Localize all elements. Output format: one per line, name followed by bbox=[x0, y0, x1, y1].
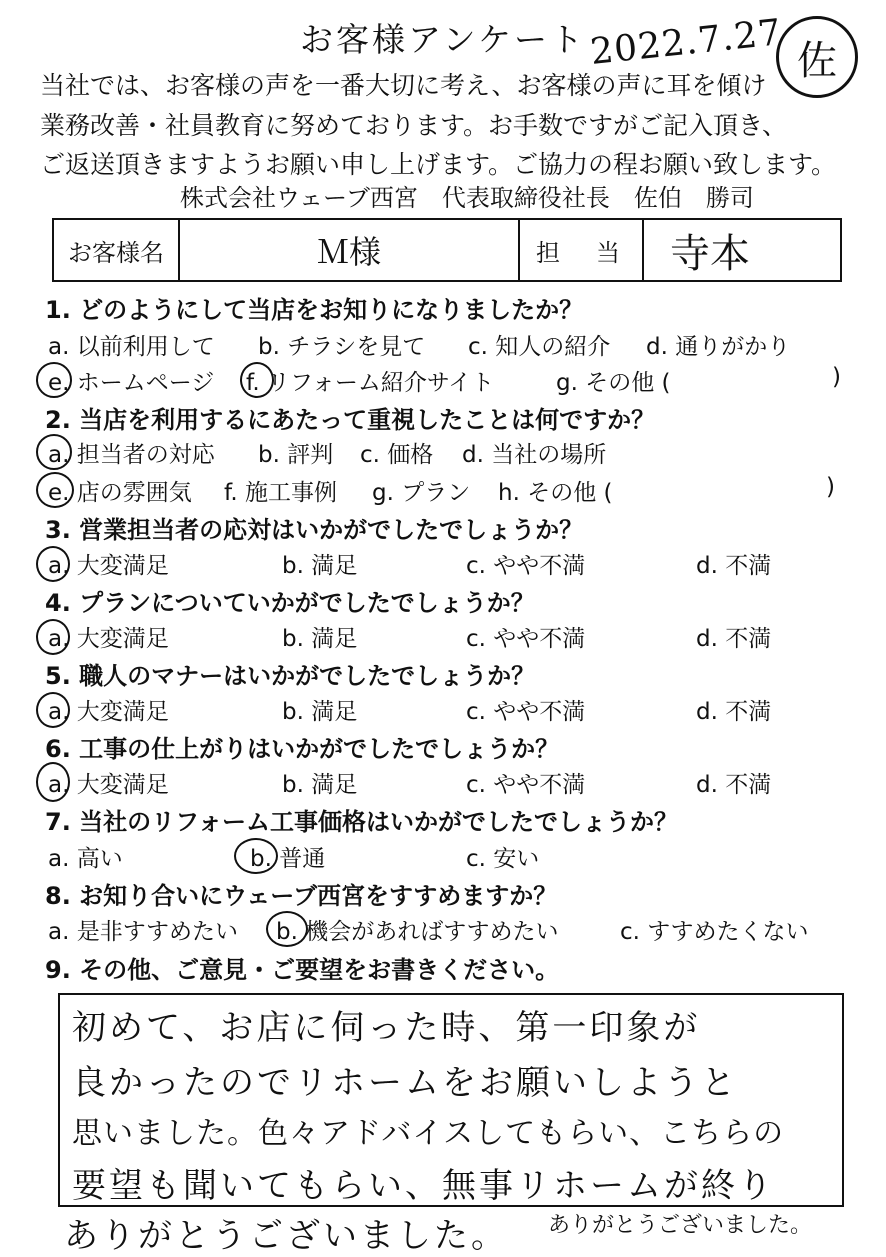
company-signature: 株式会社ウェーブ西宮 代表取締役社長 佐伯 勝司 bbox=[180, 184, 754, 212]
q2-option-g[interactable]: g. プラン bbox=[372, 480, 471, 506]
q3-option-a[interactable]: a. 大変満足 bbox=[48, 553, 169, 579]
q2-option-a[interactable]: a. 担当者の対応 bbox=[48, 442, 215, 468]
q5-option-b[interactable]: b. 満足 bbox=[282, 699, 358, 725]
q8-option-c[interactable]: c. すすめたくない bbox=[620, 919, 809, 945]
question-4: 4. プランについていかがでしたでしょうか？ bbox=[45, 589, 535, 617]
intro-line-3: ご返送頂きますようお願い申し上げます。ご協力の程お願い致します。 bbox=[40, 150, 837, 179]
q6-a-circle-mark bbox=[36, 762, 70, 802]
question-6: 6. 工事の仕上がりはいかがでしたでしょうか？ bbox=[45, 735, 560, 763]
q3-option-b[interactable]: b. 満足 bbox=[282, 553, 358, 579]
q1-e-circle-mark bbox=[36, 362, 72, 398]
comment-line-2: 良かったのでリホームをお願いしようと bbox=[72, 1063, 738, 1103]
q7-option-c[interactable]: c. 安い bbox=[466, 846, 540, 872]
q7-option-b[interactable]: b. 普通 bbox=[250, 846, 326, 872]
received-stamp bbox=[776, 16, 858, 98]
intro-line-1: 当社では、お客様の声を一番大切に考え、お客様の声に耳を傾け bbox=[40, 71, 767, 100]
q1-option-b[interactable]: b. チラシを見て bbox=[258, 334, 426, 360]
question-8: 8. お知り合いにウェーブ西宮をすすめますか？ bbox=[45, 882, 558, 910]
q2-option-h[interactable]: h. その他 ( bbox=[498, 480, 613, 506]
q5-a-circle-mark bbox=[36, 692, 70, 728]
q4-option-c[interactable]: c. やや不満 bbox=[466, 626, 586, 652]
intro-line-2: 業務改善・社員教育に努めております。お手数ですがご記入頂き、 bbox=[40, 111, 788, 140]
question-9: 9. その他、ご意見・ご要望をお書きください。 bbox=[45, 956, 560, 984]
q7-option-a[interactable]: a. 高い bbox=[48, 846, 123, 872]
q6-option-b[interactable]: b. 満足 bbox=[282, 772, 358, 798]
q3-a-circle-mark bbox=[36, 546, 70, 582]
closing-text: ありがとうございました。 bbox=[548, 1213, 813, 1238]
staff-value[interactable]: 寺本 bbox=[670, 230, 750, 277]
q6-option-d[interactable]: d. 不満 bbox=[696, 772, 772, 798]
q2-option-e[interactable]: e. 店の雰囲気 bbox=[48, 480, 192, 506]
q2-e-circle-mark bbox=[36, 472, 74, 508]
q4-a-circle-mark bbox=[36, 619, 70, 655]
customer-name-label: お客様名 bbox=[54, 220, 180, 280]
comment-line-4: 要望も聞いてもらい、無事リホームが終り bbox=[72, 1166, 775, 1206]
customer-name-box bbox=[52, 218, 842, 282]
q1-option-c[interactable]: c. 知人の紹介 bbox=[468, 334, 611, 360]
handwritten-date: 2022.7.27 bbox=[588, 12, 784, 73]
comment-line-5: ありがとうございました。 bbox=[64, 1216, 508, 1256]
customer-name-value[interactable]: Ｍ様 bbox=[180, 220, 520, 280]
q2-option-b[interactable]: b. 評判 bbox=[258, 442, 334, 468]
question-3: 3. 営業担当者の応対はいかがでしたでしょうか？ bbox=[45, 516, 584, 544]
q2-paren-close: ) bbox=[826, 474, 835, 500]
question-7: 7. 当社のリフォーム工事価格はいかがでしたでしょうか？ bbox=[45, 808, 678, 836]
question-5: 5. 職人のマナーはいかがでしたでしょうか？ bbox=[45, 662, 536, 690]
q1-f-circle-mark bbox=[240, 362, 274, 398]
q2-option-f[interactable]: f. 施工事例 bbox=[224, 480, 338, 506]
q6-option-c[interactable]: c. やや不満 bbox=[466, 772, 586, 798]
q1-option-d[interactable]: d. 通りがかり bbox=[646, 334, 791, 360]
q5-option-a[interactable]: a. 大変満足 bbox=[48, 699, 169, 725]
q1-option-e[interactable]: e. ホームページ bbox=[48, 370, 215, 396]
q5-option-c[interactable]: c. やや不満 bbox=[466, 699, 586, 725]
q5-option-d[interactable]: d. 不満 bbox=[696, 699, 772, 725]
q1-option-a[interactable]: a. 以前利用して bbox=[48, 334, 215, 360]
question-2: 2. 当店を利用するにあたって重視したことは何ですか？ bbox=[45, 406, 656, 434]
q7-b-circle-mark bbox=[234, 838, 278, 874]
comment-line-1: 初めて、お店に伺った時、第一印象が bbox=[72, 1008, 701, 1048]
q3-option-c[interactable]: c. やや不満 bbox=[466, 553, 586, 579]
q8-b-circle-mark bbox=[266, 911, 308, 947]
q6-option-a[interactable]: a. 大変満足 bbox=[48, 772, 169, 798]
q2-a-circle-mark bbox=[36, 434, 72, 470]
comment-line-3: 思いました。色々アドバイスしてもらい、こちらの bbox=[72, 1116, 785, 1151]
page-title: お客様アンケート bbox=[299, 20, 587, 59]
staff-label: 担 当 bbox=[520, 220, 644, 280]
q3-option-d[interactable]: d. 不満 bbox=[696, 553, 772, 579]
q1-option-f[interactable]: f. リフォーム紹介サイト bbox=[246, 370, 495, 396]
q2-option-d[interactable]: d. 当社の場所 bbox=[462, 442, 607, 468]
q1-paren-close: ) bbox=[832, 364, 841, 390]
q1-option-g[interactable]: g. その他 ( bbox=[556, 370, 671, 396]
q2-option-c[interactable]: c. 価格 bbox=[360, 442, 434, 468]
q8-option-b[interactable]: b. 機会があればすすめたい bbox=[276, 919, 559, 945]
question-1: 1. どのようにして当店をお知りになりましたか？ bbox=[45, 296, 584, 324]
stamp-text: 佐 bbox=[797, 37, 837, 84]
q4-option-d[interactable]: d. 不満 bbox=[696, 626, 772, 652]
q4-option-a[interactable]: a. 大変満足 bbox=[48, 626, 169, 652]
q4-option-b[interactable]: b. 満足 bbox=[282, 626, 358, 652]
q8-option-a[interactable]: a. 是非すすめたい bbox=[48, 919, 238, 945]
